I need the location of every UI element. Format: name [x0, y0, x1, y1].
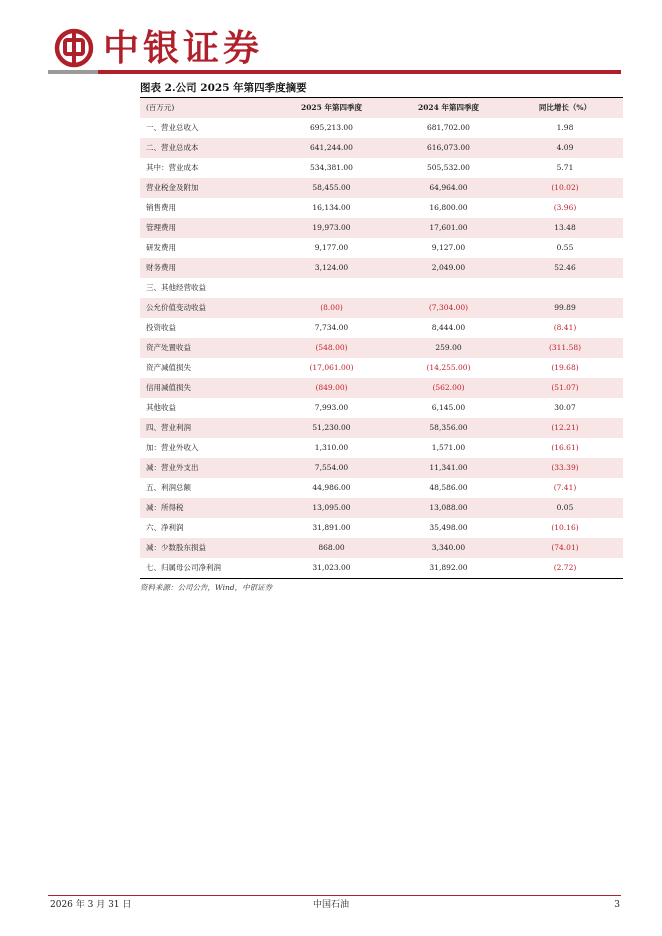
row-label: 减：营业外支出: [140, 458, 273, 478]
value-2025: 7,993.00: [314, 403, 349, 412]
header-rule-red: [98, 70, 621, 74]
value-2024: 8,444.00: [431, 323, 466, 332]
value-2025: 31,023.00: [312, 563, 351, 572]
value-2025: 1,310.00: [314, 443, 349, 452]
value-2025: (8.00): [273, 298, 390, 318]
row-label: 资产处置收益: [140, 338, 273, 358]
table-row: [140, 358, 623, 378]
figure-2: [140, 80, 623, 594]
table-row: [140, 278, 623, 298]
yoy-growth: 5.71: [556, 163, 574, 172]
page-header: [0, 0, 662, 80]
row-label: 二、营业总成本: [140, 138, 273, 158]
value-2025: [273, 278, 390, 298]
value-2025: (17,061.00): [309, 363, 354, 372]
row-label: 加：营业外收入: [146, 443, 199, 452]
value-2025: 7,734.00: [314, 323, 349, 332]
value-2024: 1,571.00: [431, 443, 466, 452]
unit-label: (百万元): [140, 98, 273, 118]
row-label: 投资收益: [146, 323, 176, 332]
yoy-growth: (12.21): [507, 418, 623, 438]
table-row: [140, 298, 623, 318]
row-label: 三、其他经营收益: [146, 283, 206, 292]
figure-title: 图表 2.公司 2025 年第四季度摘要: [140, 82, 307, 94]
value-2024: 505,532.00: [427, 163, 470, 172]
table-row: [140, 538, 623, 558]
value-2025: 13,095.00: [273, 498, 390, 518]
brand-name: 中银证券: [103, 27, 264, 69]
yoy-growth: (10.16): [551, 523, 579, 532]
value-2025: 695,213.00: [310, 123, 353, 132]
yoy-growth: (311.58): [507, 338, 623, 358]
yoy-growth: 0.05: [507, 498, 623, 518]
yoy-growth: (33.39): [507, 458, 623, 478]
value-2025: 31,891.00: [312, 523, 351, 532]
row-label: 六、净利润: [146, 523, 184, 532]
table-row: [140, 258, 623, 278]
row-label: 研发费用: [146, 243, 176, 252]
value-2024: 64,964.00: [390, 178, 507, 198]
row-label: 五、利润总额: [146, 483, 191, 492]
row-label: 四、营业利润: [140, 418, 273, 438]
column-header: 同比增长（%）: [507, 98, 623, 118]
table-row: [140, 458, 623, 478]
value-2024: 11,341.00: [390, 458, 507, 478]
value-2024: [390, 278, 507, 298]
value-2024: 9,127.00: [431, 243, 466, 252]
table-header-row: [140, 98, 623, 118]
value-2024: 3,340.00: [390, 538, 507, 558]
income-summary-table: [140, 98, 623, 578]
value-2024: 16,800.00: [429, 203, 468, 212]
row-label: 营业税金及附加: [140, 178, 273, 198]
row-label: 其他收益: [146, 403, 176, 412]
value-2024: 681,702.00: [427, 123, 470, 132]
yoy-growth: (19.68): [551, 363, 579, 372]
row-label: 减：所得税: [140, 498, 273, 518]
yoy-growth: [507, 278, 623, 298]
yoy-growth: (8.41): [553, 323, 577, 332]
table-row: [140, 438, 623, 458]
value-2025: 7,554.00: [273, 458, 390, 478]
table-row: [140, 418, 623, 438]
source-note: 资料来源：公司公告，Wind，中银证券: [140, 583, 273, 592]
value-2025: 3,124.00: [273, 258, 390, 278]
bank-of-china-logo-icon: [54, 28, 94, 68]
yoy-growth: 0.55: [556, 243, 574, 252]
value-2024: 616,073.00: [390, 138, 507, 158]
table-bottom-rule: [140, 578, 623, 579]
table-row: [140, 398, 623, 418]
table-row: [140, 498, 623, 518]
value-2024: 13,088.00: [390, 498, 507, 518]
yoy-growth: 30.07: [554, 403, 576, 412]
yoy-growth: (10.02): [507, 178, 623, 198]
value-2025: 534,381.00: [310, 163, 353, 172]
value-2024: 58,356.00: [390, 418, 507, 438]
value-2024: 31,892.00: [429, 563, 468, 572]
table-row: [140, 318, 623, 338]
yoy-growth: 52.46: [507, 258, 623, 278]
row-label: 七、归属母公司净利润: [146, 563, 221, 572]
row-label: 减：少数股东损益: [140, 538, 273, 558]
row-label: 公允价值变动收益: [140, 298, 273, 318]
yoy-growth: (51.07): [507, 378, 623, 398]
column-header: 2024 年第四季度: [390, 98, 507, 118]
value-2024: 2,049.00: [390, 258, 507, 278]
yoy-growth: (7.41): [553, 483, 577, 492]
row-label: 其中：营业成本: [146, 163, 199, 172]
table-row: [140, 518, 623, 538]
value-2025: 16,134.00: [312, 203, 351, 212]
value-2025: 44,986.00: [312, 483, 351, 492]
table-row: [140, 218, 623, 238]
yoy-growth: 1.98: [556, 123, 574, 132]
table-row: [140, 198, 623, 218]
value-2024: 6,145.00: [431, 403, 466, 412]
value-2025: 641,244.00: [273, 138, 390, 158]
value-2024: (14,255.00): [426, 363, 471, 372]
row-label: 一、营业总收入: [146, 123, 199, 132]
value-2024: 17,601.00: [390, 218, 507, 238]
table-row: [140, 558, 623, 578]
yoy-growth: (74.01): [507, 538, 623, 558]
value-2025: 51,230.00: [273, 418, 390, 438]
value-2025: 868.00: [273, 538, 390, 558]
footer-date: 2026 年 3 月 31 日: [50, 900, 132, 910]
value-2024: 48,586.00: [429, 483, 468, 492]
yoy-growth: 99.89: [507, 298, 623, 318]
yoy-growth: (3.96): [553, 203, 577, 212]
yoy-growth: (16.61): [551, 443, 579, 452]
row-label: 管理费用: [140, 218, 273, 238]
table-row: [140, 118, 623, 138]
value-2024: (562.00): [390, 378, 507, 398]
table-row: [140, 338, 623, 358]
row-label: 信用减值损失: [140, 378, 273, 398]
column-header: 2025 年第四季度: [273, 98, 390, 118]
value-2024: 35,498.00: [429, 523, 468, 532]
table-row: [140, 238, 623, 258]
footer-company: 中国石油: [312, 900, 349, 910]
table-row: [140, 138, 623, 158]
row-label: 资产减值损失: [146, 363, 191, 372]
value-2024: 259.00: [390, 338, 507, 358]
row-label: 销售费用: [146, 203, 176, 212]
value-2025: (548.00): [273, 338, 390, 358]
value-2025: (849.00): [273, 378, 390, 398]
footer-rule: [48, 895, 621, 896]
table-row: [140, 378, 623, 398]
value-2024: (7,304.00): [390, 298, 507, 318]
yoy-growth: 13.48: [507, 218, 623, 238]
table-row: [140, 478, 623, 498]
row-label: 财务费用: [140, 258, 273, 278]
page-number: 3: [614, 900, 620, 910]
value-2025: 58,455.00: [273, 178, 390, 198]
value-2025: 19,973.00: [273, 218, 390, 238]
value-2025: 9,177.00: [314, 243, 349, 252]
header-rule-gray: [48, 70, 98, 74]
yoy-growth: 4.09: [507, 138, 623, 158]
table-row: [140, 178, 623, 198]
table-row: [140, 158, 623, 178]
yoy-growth: (2.72): [553, 563, 577, 572]
